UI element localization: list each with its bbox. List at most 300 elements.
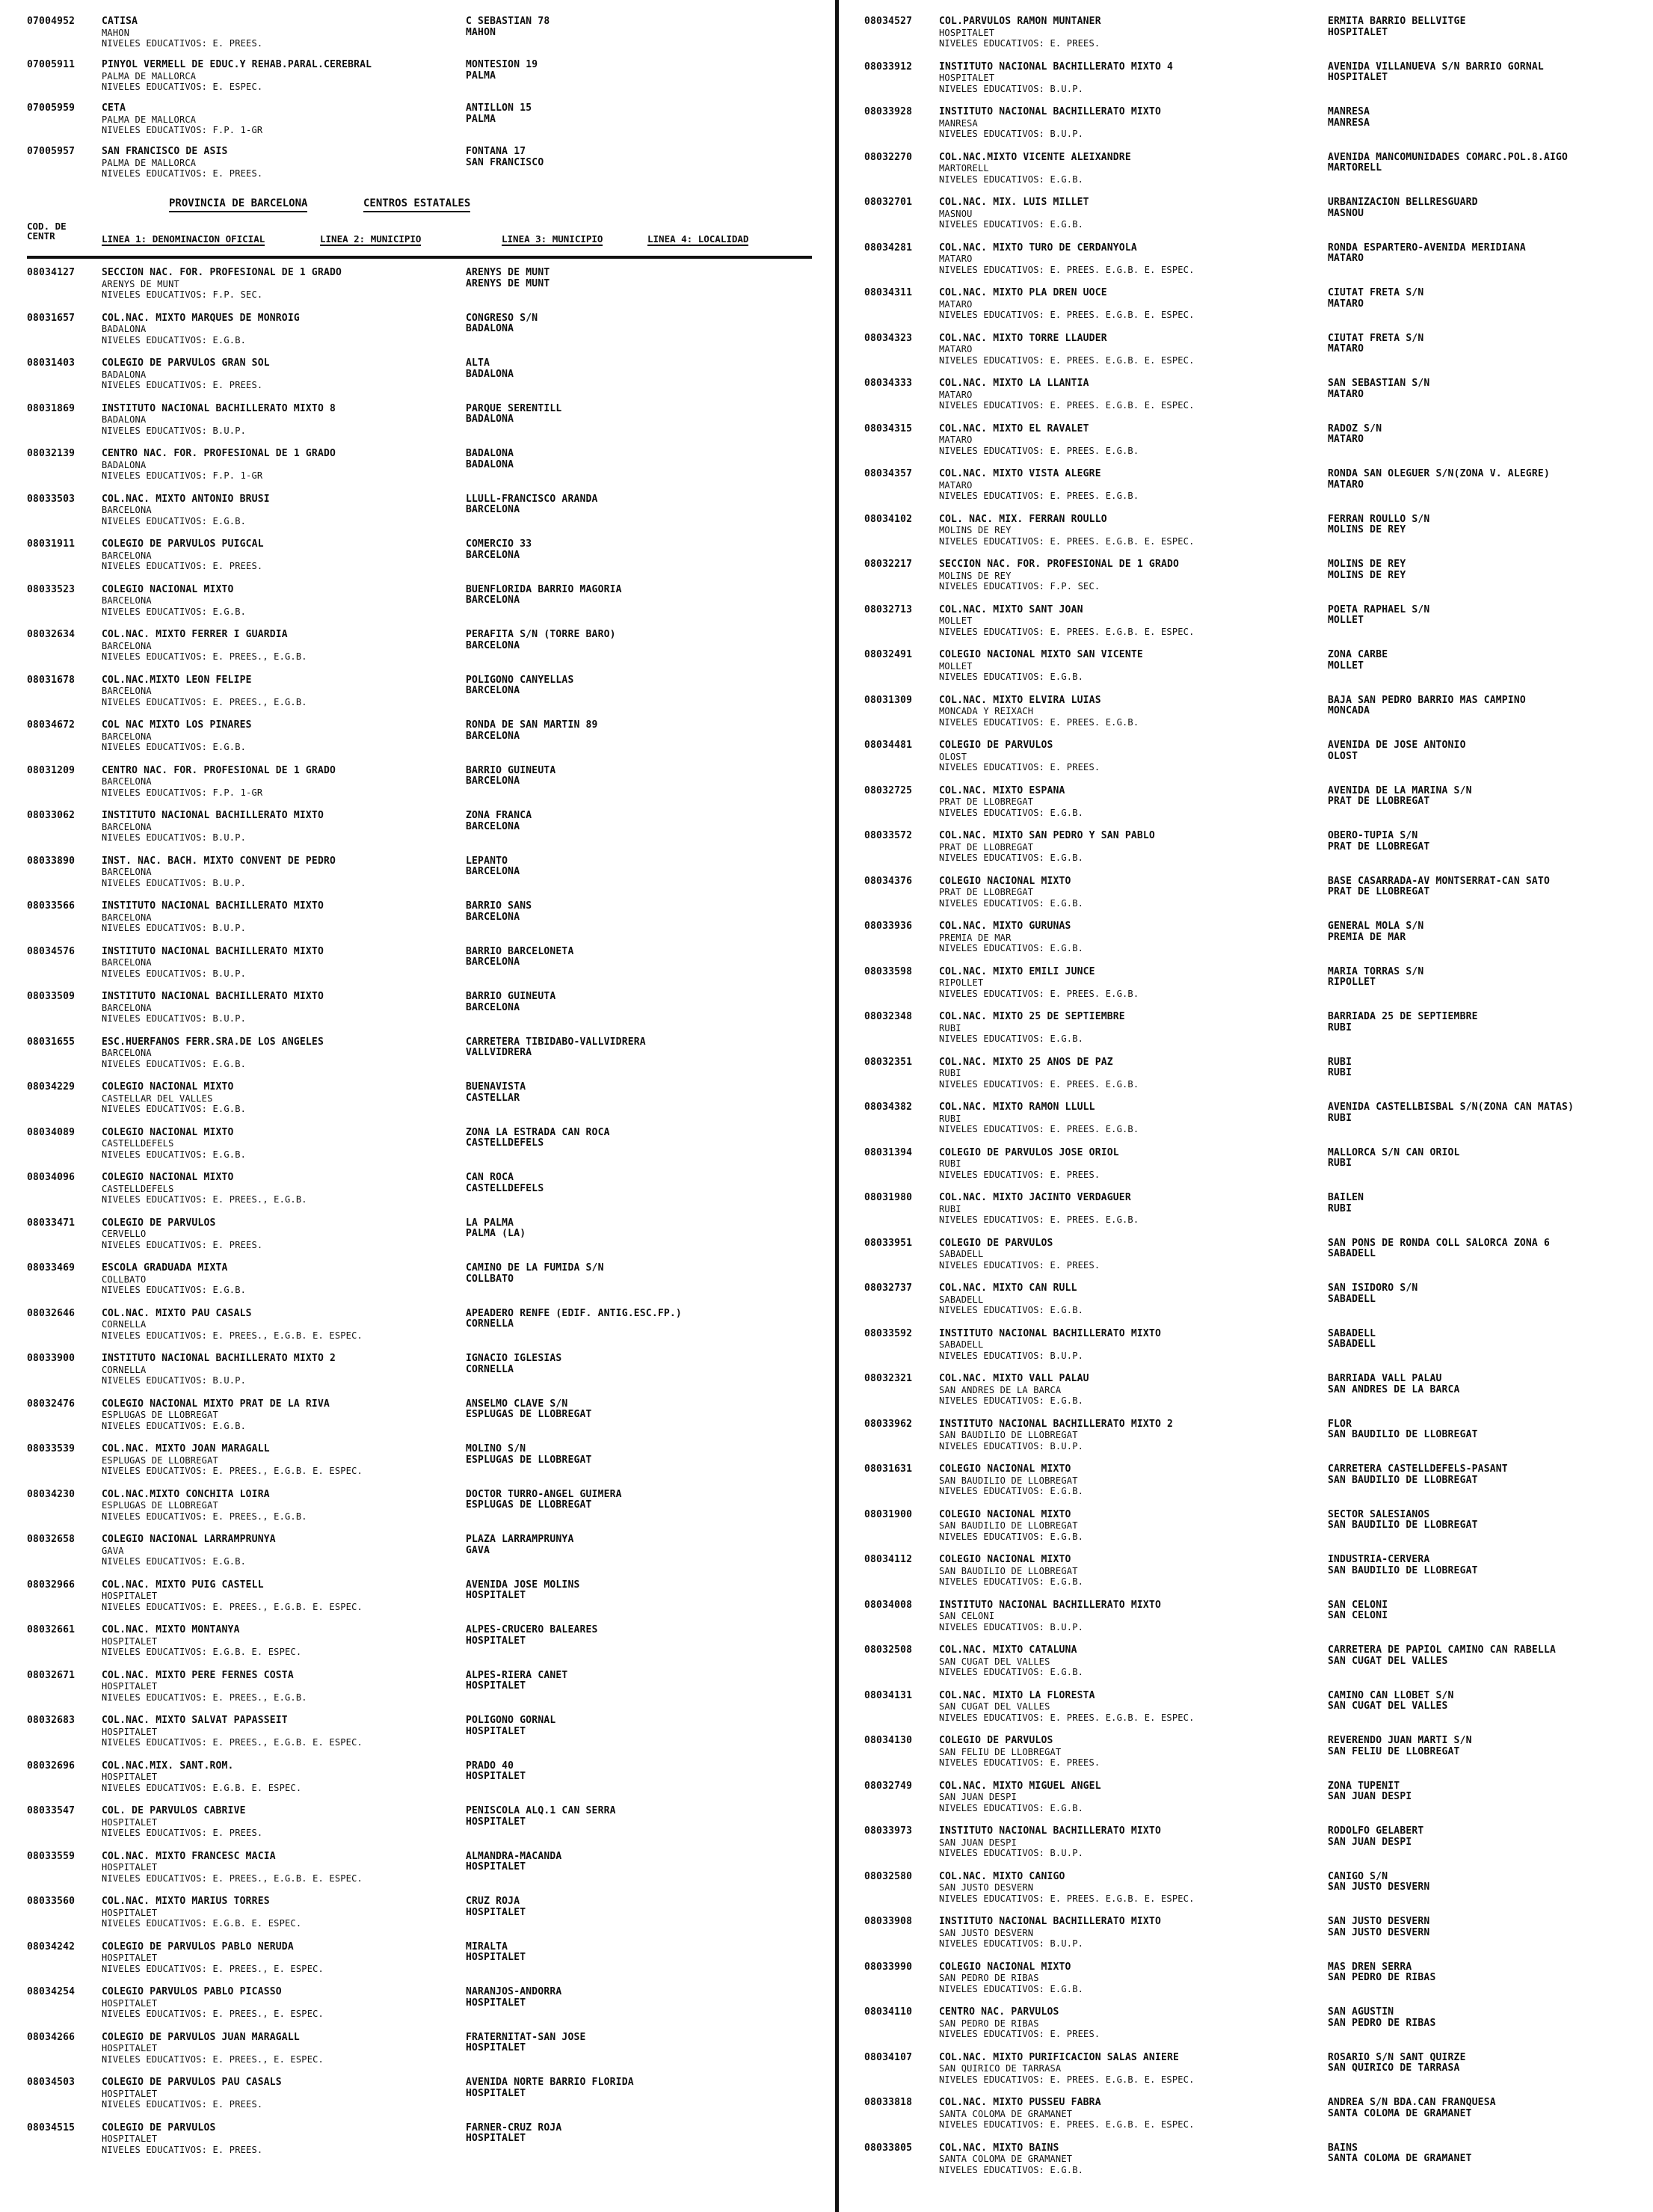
- centre-name: COL.NAC. MIXTO CAN RULL: [939, 1283, 1077, 1294]
- table-row: [27, 1715, 812, 1761]
- table-row: [864, 1781, 1634, 1827]
- centre-name: COL.NAC.MIXTO VICENTE ALEIXANDRE: [939, 152, 1131, 163]
- centre-locality: SAN JUAN DESPI: [1328, 1792, 1412, 1802]
- centre-address: MARIA TORRAS S/N: [1328, 966, 1424, 977]
- centre-address: ALPES-CRUCERO BALEARES: [466, 1625, 598, 1635]
- table-row: [864, 831, 1634, 876]
- centre-address: CAN ROCA: [466, 1173, 514, 1183]
- table-row: [27, 1490, 812, 1535]
- centre-niveles: NIVELES EDUCATIVOS: E. PREES. E.G.B. E. ESPEC.: [939, 1893, 1195, 1904]
- centre-locality: HOSPITALET: [1328, 27, 1388, 38]
- centre-description: [99, 2123, 466, 2169]
- centre-code: 08032646: [27, 1307, 76, 1319]
- table-row: [27, 1987, 812, 2033]
- centre-address: CAMINO DE LA FUMIDA S/N: [466, 1263, 604, 1274]
- centre-locality: PRAT DE LLOBREGAT: [1328, 796, 1430, 807]
- centre-locality: SAN BAUDILIO DE LLOBREGAT: [1328, 1565, 1478, 1576]
- table-row: [27, 1896, 812, 1942]
- centre-address: MOLINO S/N: [466, 1444, 526, 1454]
- centre-address: AVENIDA DE LA MARINA S/N: [1328, 785, 1472, 796]
- centre-name: COLEGIO DE PARVULOS JUAN MARAGALL: [102, 2032, 300, 2043]
- centre-address: BARRIADA 25 DE SEPTIEMBRE: [1328, 1012, 1478, 1022]
- centre-locality: MOLINS DE REY: [1328, 570, 1406, 581]
- centre-description: [99, 901, 466, 947]
- centre-locality: SABADELL: [1328, 1339, 1376, 1350]
- centre-niveles: NIVELES EDUCATIVOS: E. PREES. E.G.B.: [939, 1078, 1139, 1090]
- centre-municipio: BARCELONA: [102, 776, 152, 787]
- centre-address-block: [466, 147, 812, 190]
- centre-code: 08033962: [864, 1418, 913, 1430]
- centre-municipio: HOSPITALET: [102, 2133, 158, 2144]
- centre-address-block: [1328, 1329, 1634, 1374]
- top-entry-list: [27, 16, 812, 190]
- centre-name: COLEGIO NACIONAL MIXTO: [939, 1509, 1071, 1520]
- centre-name: INSTITUTO NACIONAL BACHILLERATO MIXTO 8: [102, 403, 336, 414]
- centre-address: BUENFLORIDA BARRIO MAGORIA: [466, 584, 622, 595]
- centre-locality: HOSPITALET: [466, 1772, 526, 1782]
- centre-locality: RUBI: [1328, 1113, 1352, 1124]
- centre-niveles: NIVELES EDUCATIVOS: E.G.B.: [939, 219, 1084, 230]
- centre-locality: SAN ANDRES DE LA BARCA: [1328, 1384, 1460, 1395]
- centre-description: [99, 2033, 466, 2078]
- table-row: [27, 449, 812, 494]
- centre-locality: BADALONA: [466, 459, 514, 470]
- centre-niveles: NIVELES EDUCATIVOS: E.G.B.: [102, 1104, 247, 1114]
- centre-municipio: HOSPITALET: [102, 1772, 158, 1782]
- centre-description: [936, 1057, 1328, 1103]
- centre-address-block: [466, 539, 812, 585]
- centre-municipio: SABADELL: [939, 1249, 984, 1259]
- centre-description: [99, 1444, 466, 1490]
- centre-address-block: [1328, 559, 1634, 605]
- centre-locality: CASTELLDEFELS: [466, 1138, 544, 1149]
- centre-locality: HOSPITALET: [466, 2043, 526, 2053]
- centre-locality: MOLLET: [1328, 615, 1364, 626]
- centre-address-block: [466, 585, 812, 630]
- centre-code: 08032321: [864, 1373, 913, 1384]
- table-row: [27, 313, 812, 359]
- centre-name: ESCOLA GRADUADA MIXTA: [102, 1263, 228, 1274]
- centre-name: COL.NAC. MIXTO ANTONIO BRUSI: [102, 494, 270, 505]
- table-row: [864, 695, 1634, 741]
- centre-address: BARRIO SANS: [466, 901, 532, 912]
- centre-description: [936, 1464, 1328, 1510]
- centre-description: [936, 1419, 1328, 1465]
- centre-address: BAJA SAN PEDRO BARRIO MAS CAMPINO: [1328, 695, 1526, 706]
- table-row: [864, 1374, 1634, 1419]
- centre-description: [99, 675, 466, 721]
- centre-locality: SAN BAUDILIO DE LLOBREGAT: [1328, 1430, 1478, 1440]
- table-row: [864, 921, 1634, 967]
- centre-address: MAS DREN SERRA: [1328, 1961, 1412, 1973]
- centre-code: 08034131: [864, 1689, 913, 1701]
- centre-address: POLIGONO CANYELLAS: [466, 675, 574, 686]
- centre-name: COLEGIO DE PARVULOS: [939, 1238, 1053, 1249]
- centre-locality: MATARO: [1328, 434, 1364, 445]
- centre-address-block: [1328, 876, 1634, 922]
- centre-name: COL.NAC. MIXTO LA LLANTIA: [939, 378, 1089, 389]
- centre-address-block: [1328, 424, 1634, 470]
- centre-code: 08034229: [27, 1081, 76, 1093]
- centre-address: IGNACIO IGLESIAS: [466, 1354, 562, 1364]
- centre-niveles: NIVELES EDUCATIVOS: E. PREES., E. ESPEC.: [102, 1963, 324, 1974]
- centre-name: COL.NAC. MIXTO MIGUEL ANGEL: [939, 1781, 1101, 1792]
- centre-name: INSTITUTO NACIONAL BACHILLERATO MIXTO 2: [102, 1354, 336, 1364]
- centre-municipio: SAN BAUDILIO DE LLOBREGAT: [939, 1475, 1078, 1486]
- centre-municipio: BARCELONA: [102, 912, 152, 923]
- centre-niveles: NIVELES EDUCATIVOS: B.U.P.: [102, 923, 247, 933]
- table-row: [864, 107, 1634, 153]
- centre-niveles: NIVELES EDUCATIVOS: E.G.B.: [939, 852, 1084, 863]
- table-row: [864, 1691, 1634, 1736]
- centre-description: [936, 605, 1328, 651]
- centre-locality: HOSPITALET: [466, 1591, 526, 1601]
- centre-locality: BARCELONA: [466, 595, 520, 606]
- centre-locality: SANTA COLOMA DE GRAMANET: [1328, 2108, 1472, 2119]
- centre-description: [936, 469, 1328, 514]
- centre-address-block: [1328, 1555, 1634, 1600]
- centre-name: COL.NAC. MIXTO EL RAVALET: [939, 423, 1089, 434]
- centre-name: COL.NAC. MIXTO JACINTO VERDAGUER: [939, 1193, 1131, 1203]
- centre-code: 08033559: [27, 1850, 76, 1862]
- centre-name: COL.NAC. MIXTO MARQUES DE MONROIG: [102, 313, 300, 324]
- centre-code: 08031403: [27, 357, 76, 369]
- centre-municipio: PRAT DE LLOBREGAT: [939, 841, 1034, 852]
- table-row: [864, 243, 1634, 289]
- centre-code: 08031678: [27, 674, 76, 686]
- centre-address-block: [466, 358, 812, 404]
- centre-municipio: BARCELONA: [102, 505, 152, 515]
- centre-address-block: [1328, 921, 1634, 967]
- centre-address-block: [1328, 2098, 1634, 2143]
- centre-description: [936, 786, 1328, 832]
- centre-description: [99, 1309, 466, 1354]
- centre-niveles: NIVELES EDUCATIVOS: E.G.B.: [102, 1420, 247, 1431]
- centre-address-block: [1328, 334, 1634, 379]
- centre-address-block: [466, 2033, 812, 2078]
- centre-niveles: NIVELES EDUCATIVOS: E. PREES. E.G.B. E. ESPEC.: [939, 535, 1195, 547]
- centre-niveles: NIVELES EDUCATIVOS: F.P. 1-GR: [102, 470, 263, 481]
- centre-address: MOLINS DE REY: [1328, 559, 1406, 570]
- centre-code: 08033592: [864, 1327, 913, 1339]
- centre-address: MANRESA: [1328, 107, 1370, 117]
- table-row: [864, 378, 1634, 424]
- centre-address: POLIGONO GORNAL: [466, 1715, 556, 1726]
- centre-code: 08032139: [27, 448, 76, 459]
- table-row: [864, 876, 1634, 922]
- centre-address-block: [1328, 514, 1634, 560]
- centre-code: 08033890: [27, 855, 76, 867]
- centre-address: CANIGO S/N: [1328, 1871, 1388, 1882]
- centre-municipio: HOSPITALET: [102, 2088, 158, 2099]
- centre-niveles: NIVELES EDUCATIVOS: E. PREES.: [102, 2144, 263, 2155]
- centre-address: SAN ISIDORO S/N: [1328, 1283, 1418, 1294]
- centre-description: [99, 1263, 466, 1309]
- centre-locality: RUBI: [1328, 1022, 1352, 1033]
- centre-niveles: NIVELES EDUCATIVOS: E.G.B.: [939, 1576, 1084, 1587]
- centre-address-block: [1328, 1419, 1634, 1465]
- left-entry-list: [27, 268, 812, 2168]
- centre-niveles: NIVELES EDUCATIVOS: E. PREES. E.G.B.: [939, 491, 1139, 501]
- centre-code: 08033818: [864, 2097, 913, 2108]
- centre-code: 08033908: [864, 1916, 913, 1927]
- table-row: [27, 358, 812, 404]
- centre-address: BAINS: [1328, 2142, 1358, 2154]
- centre-address-block: [466, 1037, 812, 1083]
- centre-municipio: BADALONA: [102, 459, 147, 470]
- centre-description: [936, 1193, 1328, 1238]
- centre-description: [99, 1534, 466, 1580]
- centre-code: 08034107: [864, 2051, 913, 2063]
- centre-address-block: [1328, 197, 1634, 243]
- centre-name: COLEGIO NACIONAL MIXTO SAN VICENTE: [939, 650, 1143, 660]
- centre-code: 08032671: [27, 1669, 76, 1681]
- centre-address-block: [466, 1580, 812, 1626]
- centre-municipio: MATARO: [939, 389, 973, 400]
- centre-description: [99, 404, 466, 449]
- centre-municipio: MATARO: [939, 434, 973, 445]
- centre-address-block: [1328, 1691, 1634, 1736]
- table-row: [27, 1534, 812, 1580]
- centre-description: [99, 947, 466, 992]
- centre-description: [936, 62, 1328, 108]
- centre-address: FLOR: [1328, 1419, 1352, 1430]
- centre-municipio: SAN PEDRO DE RIBAS: [939, 1973, 1039, 1983]
- centre-name: COL.NAC. MIXTO MONTANYA: [102, 1625, 240, 1635]
- centre-description: [99, 313, 466, 359]
- centre-niveles: NIVELES EDUCATIVOS: B.U.P.: [102, 425, 247, 436]
- centre-locality: PRAT DE LLOBREGAT: [1328, 841, 1430, 852]
- centre-address-block: [466, 1263, 812, 1309]
- centre-name: COLEGIO DE PARVULOS: [102, 2122, 216, 2133]
- centre-code: 08034008: [864, 1599, 913, 1611]
- centre-locality: VALLVIDRERA: [466, 1048, 532, 1058]
- centre-address-block: [1328, 2007, 1634, 2053]
- centre-name: CENTRO NAC. PARVULOS: [939, 2007, 1059, 2018]
- centre-niveles: NIVELES EDUCATIVOS: E. PREES.: [102, 561, 263, 571]
- centre-name: COL.NAC. MIXTO VALL PALAU: [939, 1374, 1089, 1384]
- centre-description: [936, 334, 1328, 379]
- centre-code: 08032508: [864, 1644, 913, 1656]
- table-row: [864, 1600, 1634, 1646]
- centre-locality: MONCADA: [1328, 706, 1370, 716]
- centre-address: MONTESION 19: [466, 60, 538, 70]
- centre-name: COL.NAC. MIXTO PERE FERNES COSTA: [102, 1670, 294, 1681]
- centre-municipio: CORNELLA: [102, 1364, 147, 1375]
- centre-niveles: NIVELES EDUCATIVOS: B.U.P.: [939, 129, 1084, 139]
- table-row: [864, 1057, 1634, 1103]
- centre-address: REVERENDO JUAN MARTI S/N: [1328, 1736, 1472, 1746]
- centre-municipio: RUBI: [939, 1113, 961, 1124]
- centre-address: PENISCOLA ALQ.1 CAN SERRA: [466, 1806, 616, 1816]
- centre-locality: CASTELLDEFELS: [466, 1183, 544, 1194]
- centre-address: ALMANDRA-MACANDA: [466, 1851, 562, 1862]
- centre-address: ZONA LA ESTRADA CAN ROCA: [466, 1127, 610, 1138]
- centre-description: [936, 650, 1328, 695]
- centre-address-block: [466, 2123, 812, 2169]
- centre-locality: SAN JUAN DESPI: [1328, 1837, 1412, 1848]
- centre-address: PARQUE SERENTILL: [466, 403, 562, 414]
- centre-code: 08034096: [27, 1172, 76, 1183]
- centre-code: 08032696: [27, 1760, 76, 1772]
- centre-municipio: PALMA DE MALLORCA: [102, 114, 197, 125]
- centre-name: COL.NAC. MIXTO ESPANA: [939, 785, 1065, 796]
- centre-description: [99, 992, 466, 1037]
- centre-address: AVENIDA JOSE MOLINS: [466, 1579, 580, 1591]
- centre-address: FERRAN ROULLO S/N: [1328, 514, 1430, 525]
- centre-description: [936, 1691, 1328, 1736]
- centre-code: 08033469: [27, 1262, 76, 1274]
- centre-description: [99, 1580, 466, 1626]
- centre-name: INSTITUTO NACIONAL BACHILLERATO MIXTO: [102, 946, 324, 957]
- centre-municipio: MONCADA Y REIXACH: [939, 706, 1034, 716]
- centre-description: [936, 1645, 1328, 1691]
- centre-description: [936, 967, 1328, 1013]
- centre-municipio: BADALONA: [102, 324, 147, 334]
- centre-municipio: MATARO: [939, 479, 973, 491]
- centre-address-block: [466, 494, 812, 540]
- centre-niveles: NIVELES EDUCATIVOS: E.G.B.: [102, 1285, 247, 1295]
- centre-address-block: [466, 1490, 812, 1535]
- centre-niveles: NIVELES EDUCATIVOS: F.P. 1-GR: [102, 787, 263, 798]
- table-row: [864, 2098, 1634, 2143]
- table-row: [864, 1872, 1634, 1917]
- centre-niveles: NIVELES EDUCATIVOS: E.G.B.: [102, 334, 247, 345]
- centre-name: INSTITUTO NACIONAL BACHILLERATO MIXTO: [939, 1826, 1161, 1837]
- centre-description: [936, 1962, 1328, 2008]
- centre-address-block: [466, 268, 812, 313]
- table-row: [27, 1173, 812, 1218]
- centre-address-block: [466, 1942, 812, 1988]
- centre-niveles: NIVELES EDUCATIVOS: E. PREES., E.G.B. E. ESPEC.: [102, 1601, 363, 1612]
- table-row: [864, 1736, 1634, 1781]
- centre-municipio: MOLINS DE REY: [939, 570, 1012, 581]
- centre-address: MALLORCA S/N CAN ORIOL: [1328, 1147, 1460, 1158]
- centre-code: 08033990: [864, 1961, 913, 1973]
- centre-name: COLEGIO DE PARVULOS GRAN SOL: [102, 358, 270, 369]
- centre-address-block: [466, 811, 812, 856]
- centre-description: [936, 831, 1328, 876]
- centre-locality: CORNELLA: [466, 1364, 514, 1375]
- centre-locality: ARENYS DE MUNT: [466, 278, 550, 289]
- centre-name: COL.NAC. MIXTO 25 DE SEPTIEMBRE: [939, 1012, 1125, 1022]
- centre-address: ALPES-RIERA CANET: [466, 1670, 568, 1681]
- centre-code: 08034382: [864, 1102, 913, 1113]
- table-row: [27, 539, 812, 585]
- centre-code: 08034230: [27, 1488, 76, 1500]
- right-entry-list: [864, 16, 1634, 2188]
- centre-locality: ESPLUGAS DE LLOBREGAT: [466, 1454, 592, 1466]
- centre-locality: ESPLUGAS DE LLOBREGAT: [466, 1500, 592, 1511]
- centre-municipio: MARTORELL: [939, 163, 989, 173]
- centre-address-block: [466, 901, 812, 947]
- centre-name: COL.NAC. MIXTO FRANCESC MACIA: [102, 1851, 276, 1862]
- centre-municipio: SAN FELIU DE LLOBREGAT: [939, 1746, 1062, 1757]
- table-row: [864, 650, 1634, 695]
- centre-address-block: [1328, 1374, 1634, 1419]
- centre-name: COL.NAC.MIXTO LEON FELIPE: [102, 675, 252, 686]
- centre-description: [99, 1218, 466, 1264]
- table-row: [27, 856, 812, 902]
- centre-municipio: MATARO: [939, 298, 973, 310]
- centre-niveles: NIVELES EDUCATIVOS: E.G.B. E. ESPEC.: [102, 1782, 302, 1793]
- centre-address: CARRETERA TIBIDABO-VALLVIDRERA: [466, 1036, 646, 1048]
- centre-locality: MATARO: [1328, 254, 1364, 264]
- centre-address-block: [466, 1354, 812, 1399]
- centre-address-block: [466, 1987, 812, 2033]
- centre-niveles: NIVELES EDUCATIVOS: E. PREES.: [939, 1259, 1101, 1271]
- province-title: PROVINCIA DE BARCELONA: [169, 197, 307, 212]
- centre-municipio: CASTELLDEFELS: [102, 1138, 174, 1149]
- table-row: [27, 901, 812, 947]
- table-row: [27, 1852, 812, 1897]
- centre-locality: BARCELONA: [466, 867, 520, 877]
- centre-municipio: SAN JUAN DESPI: [939, 1792, 1017, 1802]
- centre-code: 07005959: [27, 102, 76, 114]
- centre-name: COL.NAC. MIXTO VISTA ALEGRE: [939, 469, 1101, 479]
- centre-code: 08033523: [27, 583, 76, 595]
- centre-code: 08033566: [27, 900, 76, 912]
- centre-address: CARRETERA DE PAPIOL CAMINO CAN RABELLA: [1328, 1645, 1557, 1656]
- table-row: [27, 1625, 812, 1671]
- centre-address: SAN CELONI: [1328, 1600, 1388, 1611]
- centre-description: [936, 1736, 1328, 1781]
- table-row: [864, 514, 1634, 560]
- centre-locality: SAN JUSTO DESVERN: [1328, 1927, 1430, 1938]
- centre-code: 08031655: [27, 1036, 76, 1048]
- centre-code: 08031900: [864, 1508, 913, 1520]
- centre-code: 08034311: [864, 287, 913, 298]
- centre-code: 08033560: [27, 1896, 76, 1907]
- centre-niveles: NIVELES EDUCATIVOS: E. PREES.: [102, 380, 263, 390]
- centre-locality: BADALONA: [466, 324, 514, 334]
- centre-address: PRADO 40: [466, 1760, 514, 1772]
- centre-code: 08033547: [27, 1805, 76, 1816]
- centre-municipio: PRAT DE LLOBREGAT: [939, 887, 1034, 897]
- centre-municipio: HOSPITALET: [102, 1681, 158, 1692]
- centre-code: 08034672: [27, 719, 76, 731]
- centre-niveles: NIVELES EDUCATIVOS: E. PREES. E.G.B. E. ESPEC.: [939, 1712, 1195, 1723]
- centre-locality: PRAT DE LLOBREGAT: [1328, 887, 1430, 897]
- centre-code: 08033936: [864, 921, 913, 932]
- centre-address: FARNER-CRUZ ROJA: [466, 2122, 562, 2133]
- centre-niveles: NIVELES EDUCATIVOS: E.G.B.: [939, 1983, 1084, 1994]
- centre-niveles: NIVELES EDUCATIVOS: E. PREES. E.G.B. E. ESPEC.: [939, 264, 1195, 275]
- centre-code: 08034242: [27, 1941, 76, 1953]
- table-row: [27, 16, 812, 60]
- centre-locality: BARCELONA: [466, 505, 520, 515]
- centre-address-block: [466, 1761, 812, 1807]
- centre-address: AVENIDA NORTE BARRIO FLORIDA: [466, 2077, 634, 2088]
- centre-locality: RUBI: [1328, 1203, 1352, 1214]
- centre-address-block: [1328, 1826, 1634, 1872]
- centre-description: [99, 1399, 466, 1445]
- table-row: [27, 1128, 812, 1173]
- centre-municipio: ARENYS DE MUNT: [102, 278, 179, 289]
- centre-locality: SAN CELONI: [1328, 1611, 1388, 1621]
- centre-description: [99, 1896, 466, 1942]
- centre-address: ROSARIO S/N SANT QUIRZE: [1328, 2052, 1466, 2063]
- centre-address: BAILEN: [1328, 1193, 1364, 1203]
- table-row: [27, 1082, 812, 1128]
- centre-locality: PALMA: [466, 70, 496, 82]
- centre-locality: MAHON: [466, 27, 496, 38]
- table-row: [27, 494, 812, 540]
- centre-locality: SAN FELIU DE LLOBREGAT: [1328, 1746, 1460, 1757]
- centre-name: INSTITUTO NACIONAL BACHILLERATO MIXTO: [102, 992, 324, 1002]
- section-heading: [27, 190, 812, 220]
- centre-description: [936, 1600, 1328, 1646]
